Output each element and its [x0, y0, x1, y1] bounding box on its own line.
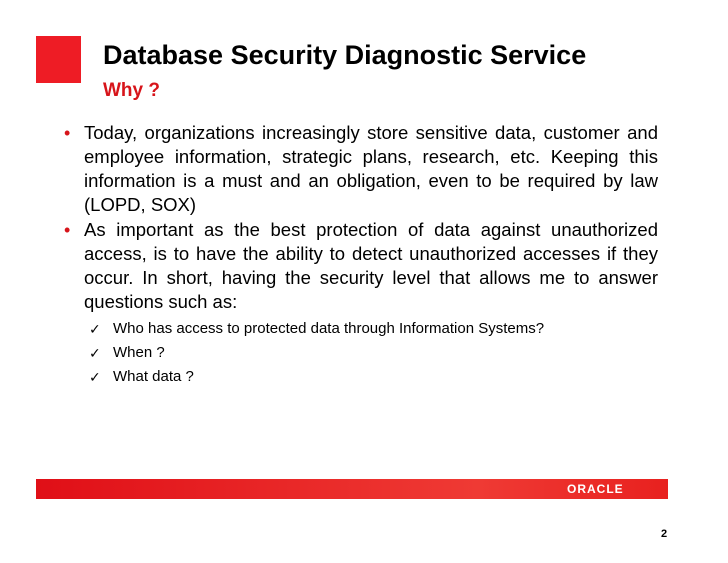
- slide-title: Database Security Diagnostic Service: [103, 40, 587, 70]
- oracle-logo: ORACLE: [567, 482, 624, 496]
- bullet-dot: •: [64, 220, 71, 240]
- check-icon: ✓: [89, 345, 101, 361]
- bullet-item: [64, 121, 658, 217]
- slide-subtitle: Why ?: [103, 80, 160, 101]
- check-icon: ✓: [89, 369, 101, 385]
- sub-item-text: Who has access to protected data through Information Systems?: [113, 320, 545, 337]
- bullet-item: [64, 218, 658, 314]
- sub-item: [89, 317, 658, 341]
- title-accent-block: [36, 36, 81, 83]
- page-number: 2: [661, 528, 668, 540]
- sub-item-list: [64, 317, 658, 389]
- sub-item: [89, 365, 658, 389]
- bullet-text: As important as the best protection of data against unauthorized access, is to have the ability to detect unauthorized accesses if they occur. In short, having the security level that allows me to answer questions such as:: [84, 219, 658, 312]
- bullet-dot: •: [64, 123, 71, 143]
- check-icon: ✓: [89, 321, 101, 337]
- slide-content: [64, 121, 658, 389]
- sub-item: [89, 341, 658, 365]
- sub-item-text: What data ?: [113, 368, 194, 385]
- sub-item-text: When ?: [113, 344, 165, 361]
- bullet-text: Today, organizations increasingly store sensitive data, customer and employee information, strategic plans, research, etc. Keeping this information is a must and an obligation, even to be required by law (LOPD, SOX): [84, 122, 658, 215]
